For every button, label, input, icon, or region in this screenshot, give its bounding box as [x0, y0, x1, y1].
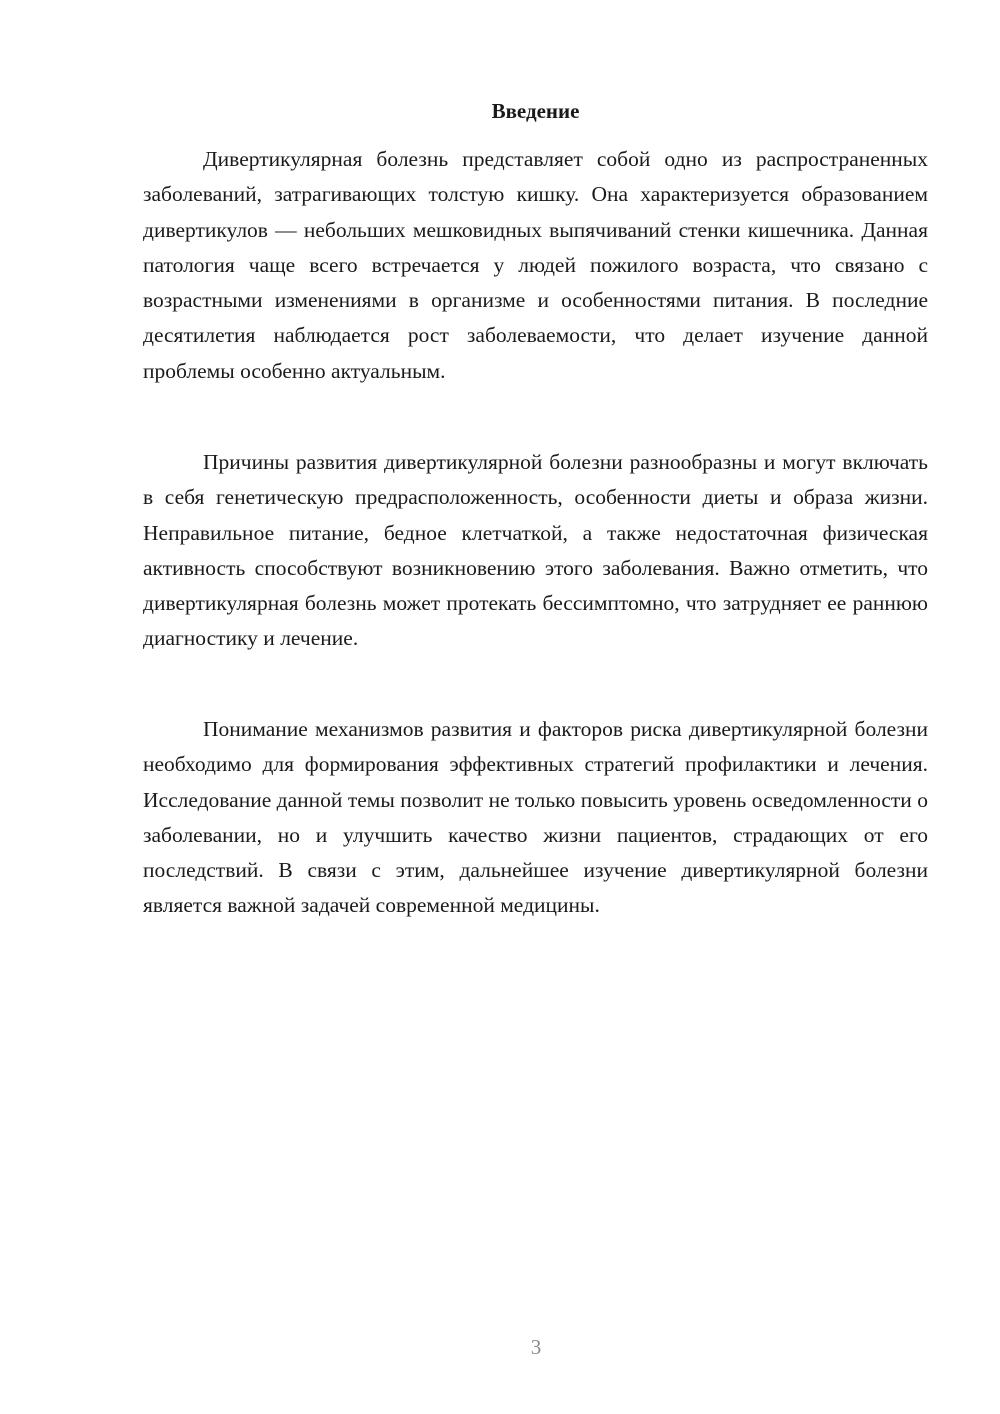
paragraph-1: Дивертикулярная болезнь представляет собой одно из распространенных заболеваний, затрагивающих толстую кишку. Она характеризуется образованием дивертикулов — небольших мешковидных выпячиваний стенки кишечника. Данная патология чаще всего встречается у людей пожилого возраста, что связано с возрастными изменениями в организме и особенностями питания. В последние десятилетия наблюдается рост заболеваемости, что делает изучение данной проблемы особенно актуальным.: [143, 147, 928, 383]
paragraph-2: Причины развития дивертикулярной болезни разнообразны и могут включать в себя генетическую предрасположенность, особенности диеты и образа жизни. Неправильное питание, бедное клетчаткой, а также недостаточная физическая активность способствуют возникновению этого заболевания. Важно отметить, что дивертикулярная болезнь может протекать бессимптомно, что затрудняет ее раннюю диагностику и лечение.: [143, 450, 928, 651]
section-title: Введение: [491, 99, 580, 123]
paragraph-3: Понимание механизмов развития и факторов риска дивертикулярной болезни необходимо для формирования эффективных стратегий профилактики и лечения. Исследование данной темы позволит не только повысить уровень осведомленности о заболевании, но и улучшить качество жизни пациентов, страдающих от его последствий. В связи с этим, дальнейшее изучение дивертикулярной болезни является важной задачей современной медицины.: [143, 717, 928, 918]
page-number: 3: [530, 1335, 542, 1359]
